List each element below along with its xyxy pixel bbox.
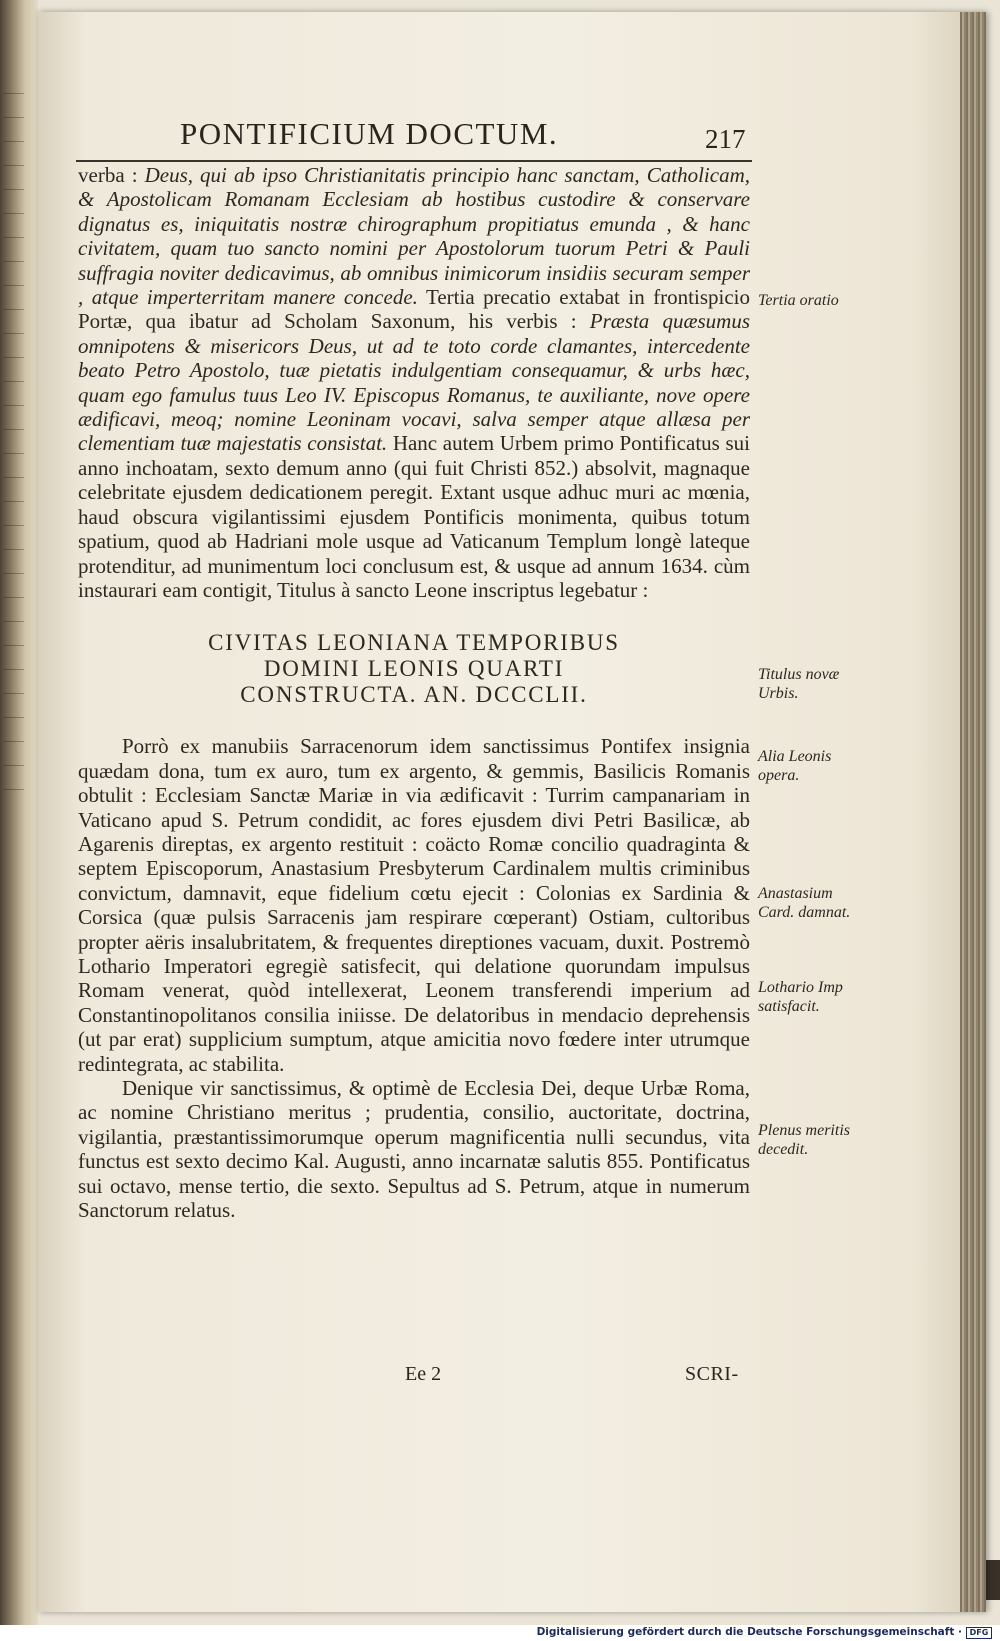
prayer-quote-2: Deus, qui ab ipso Christianitatis principio hanc sanctam, Catholicam, & Apostolicam Romanam Ecclesiam ab hostibus custodire & conservare dignatus es, iniquitatis nostræ chirographum propitiatus emunda , & hanc civitatem, quam tuo sancto nomini per Apostolorum tuorum Petri & Pauli suffragia noviter dedicavimus, ab omnibus inimicorum insidiis securam semper , atque imperterritam manere concede. [78,163,750,310]
margin-note: Alia Leonis opera. [758,748,832,784]
paragraph-1 [78,163,750,602]
margin-note: Lothario Imp satisfacit. [758,979,843,1015]
running-head: PONTIFICIUM DOCTUM. [180,116,559,151]
inscription-line: CONSTRUCTA. AN. DCCCLII. [240,682,588,708]
inscription-line: CIVITAS LEONIANA TEMPORIBUS [208,630,620,656]
paragraph-1-mid: Tertia precatio extabat in frontispicio Portæ, qua ibatur ad Scholam Saxonum, his verbis : [78,285,750,334]
page-number: 217 [705,124,746,154]
signature-mark: Ee 2 [405,1363,442,1385]
paragraph-1-lead: verba : [78,163,145,187]
margin-note: Titulus novæ Urbis. [758,666,840,702]
facing-page-edge [4,70,24,1560]
dfg-logo-icon: DFG [966,1627,992,1639]
header-rule [76,160,752,162]
book-gutter-left [0,0,38,1625]
catchword: SCRI- [685,1363,739,1385]
paragraph-3: Denique vir sanctissimus, & optimè de Ecclesia Dei, deque Urbæ Roma, ac nomine Christiano meritus ; prudentia, consilio, auctoritate, doctrina, vigilantia, præstantissimorumque operum magnificentia nulli secundus, vita functus est sexto decimo Kal. Augusti, anno incarnatæ salutis 855. Pontificatus sui octavo, mense tertio, die sexto. Sepultus ad S. Petrum, atque in numerum Sanctorum relatus. [78,1076,750,1223]
page-edges-right [960,12,986,1612]
margin-note: Plenus meritis decedit. [758,1122,850,1158]
margin-note: Tertia oratio [758,292,839,309]
margin-note: Anastasium Card. damnat. [758,885,851,921]
inscription-line: DOMINI LEONIS QUARTI [263,656,565,682]
paragraph-1-tail: Hanc autem Urbem primo Pontificatus sui anno inchoatam, sexto demum anno (qui fuit Christi 852.) absolvit, magnaque celebritate ejusdem dedicationem peregit. Extant usque adhuc muri ac mœnia, haud obscura vigilantissimi ejusdem Pontificis monimenta, quibus totum spatium, quod ab Hadriani mole usque ad Vaticanum Templum longè lateque protenditur, ad munimentum loci conclusum est, & usque ad annum 1634. cùm instaurari eam contigit, Titulus à sancto Leone inscriptus legebatur : [78,431,750,602]
paragraph-2: Porrò ex manubiis Sarracenorum idem sanctissimus Pontifex insignia quædam dona, tum ex auro, tum ex argento, & gemmis, Basilicis Romanis obtulit : Ecclesiam Sanctæ Mariæ in via ædificavit : Turrim campanariam in Vaticano apud S. Petrum condidit, ac fores ejusdem divi Petri Basilicæ, ab Agarenis direptas, ex argento restituit : coäcto Romæ concilio quadraginta & septem Episcoporum, Anastasium Presbyterum Cardinalem multis criminibus convictum, damnavit, eque fidelium cœtu ejecit : Colonias ex Sardinia & Corsica (quæ pulsis Sarracenis jam respirare cœperant) Ostiam, cultoribus propter aëris insalubritatem, & frequentes direptiones vacuam, duxit. Postremò Lothario Imperatori egregiè satisfecit, qui delatione quorundam impulsus Romam venerat, quòd intellexerat, Leonem transferendi imperium ad Constantinopolitanos consilia iniisse. De delatoribus in mendacio deprehensis (ut par erat) supplicium sumptum, atque amicitia novo fœdere inter utrumque redintegrata, ac stabilita. [78,734,750,1076]
main-text-block [78,163,750,1222]
digitization-notice: Digitalisierung gefördert durch die Deutsche Forschungsgemeinschaft · [536,1626,962,1638]
prayer-quote-3: Præsta quæsumus omnipotens & misericors Deus, ut ad te toto corde clamantes, intercedente beato Petro Apostolo, tuæ pietatis indulgentiam consequamur, & urbs hæc, quam ego famulus tuus Leo IV. Episcopus Romanus, te auxiliante, nove opere ædificavi, meoq; nomine Leoninam vocavi, salva semper atque allæsa per clementiam tuæ majestatis consistat. [78,309,751,456]
inscription-title [78,630,750,708]
